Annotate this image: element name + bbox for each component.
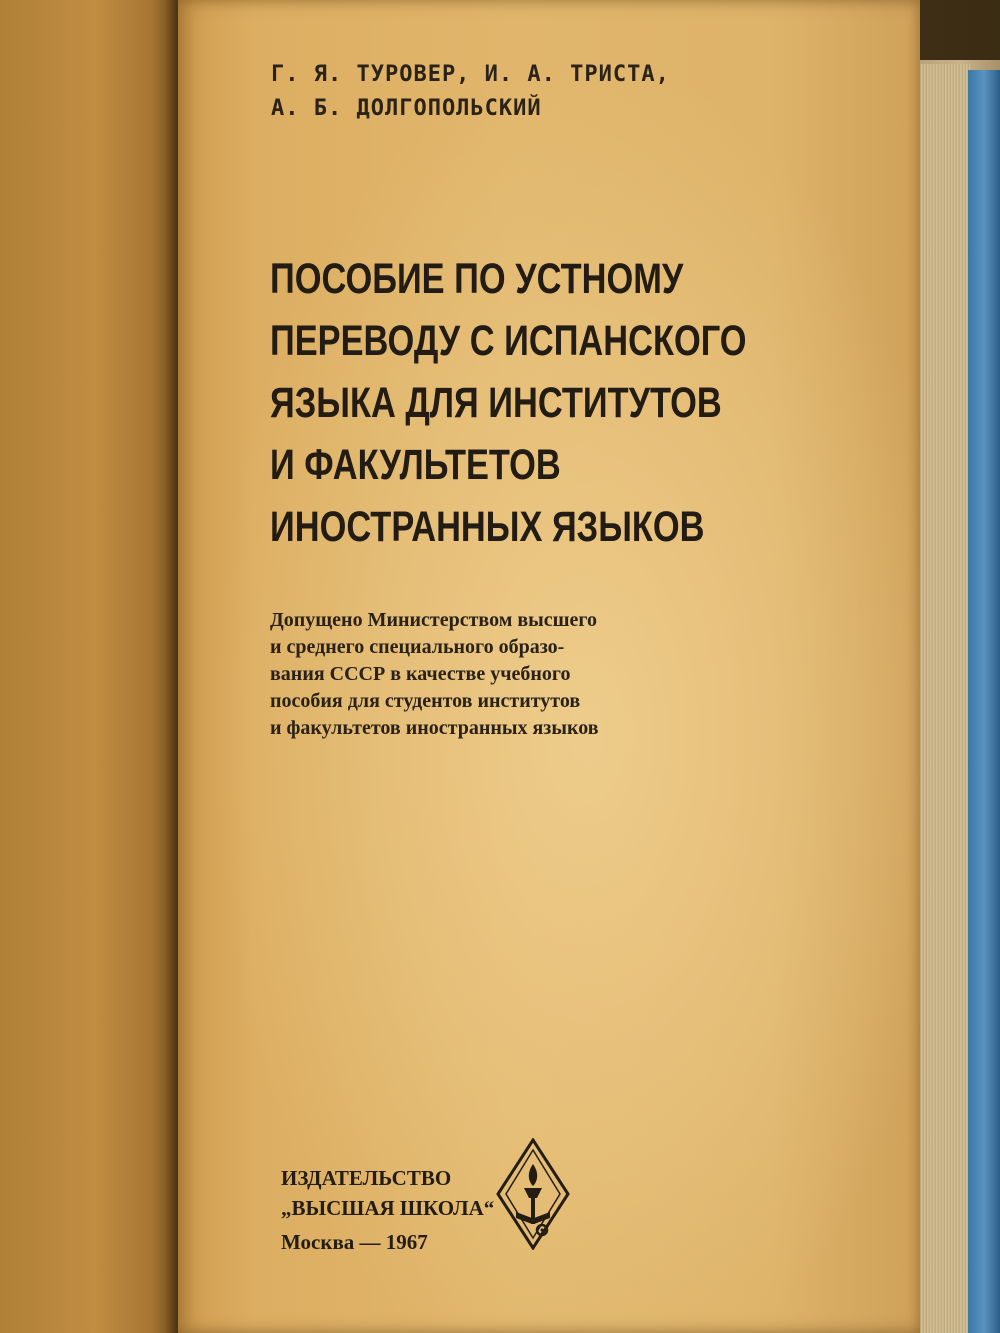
approval-line: и среднего специального образо- — [270, 636, 565, 658]
approval-note — [270, 607, 599, 742]
left-page — [0, 0, 172, 1333]
authors-line-1: Г. Я. ТУРОВЕР, И. А. ТРИСТА, — [271, 62, 670, 87]
title-line: ИНОСТРАННЫХ ЯЗЫКОВ — [270, 503, 705, 551]
publisher — [281, 1163, 494, 1223]
page-edges — [912, 64, 970, 1333]
title-line: ЯЗЫКА ДЛЯ ИНСТИТУТОВ — [270, 379, 722, 427]
title-line: И ФАКУЛЬТЕТОВ — [270, 441, 561, 489]
title-page — [178, 0, 920, 1333]
title-line: ПЕРЕВОДУ С ИСПАНСКОГО — [270, 317, 747, 365]
cover-edge — [968, 70, 1000, 1333]
approval-line: вания СССР в качестве учебного — [270, 663, 571, 685]
approval-line: пособия для студентов институтов — [270, 690, 581, 712]
publisher-line-1: ИЗДАТЕЛЬСТВО — [281, 1166, 452, 1190]
publisher-emblem-icon — [496, 1138, 570, 1250]
title-line: ПОСОБИЕ ПО УСТНОМУ — [270, 255, 684, 303]
authors — [271, 58, 670, 126]
approval-line: и факультетов иностранных языков — [270, 717, 599, 739]
approval-line: Допущено Министерством высшего — [270, 609, 597, 631]
authors-line-2: А. Б. ДОЛГОПОЛЬСКИЙ — [271, 96, 542, 121]
book-title — [270, 248, 747, 558]
city-year: Москва — 1967 — [281, 1230, 428, 1254]
publisher-line-2: „ВЫСШАЯ ШКОЛА“ — [281, 1196, 495, 1220]
